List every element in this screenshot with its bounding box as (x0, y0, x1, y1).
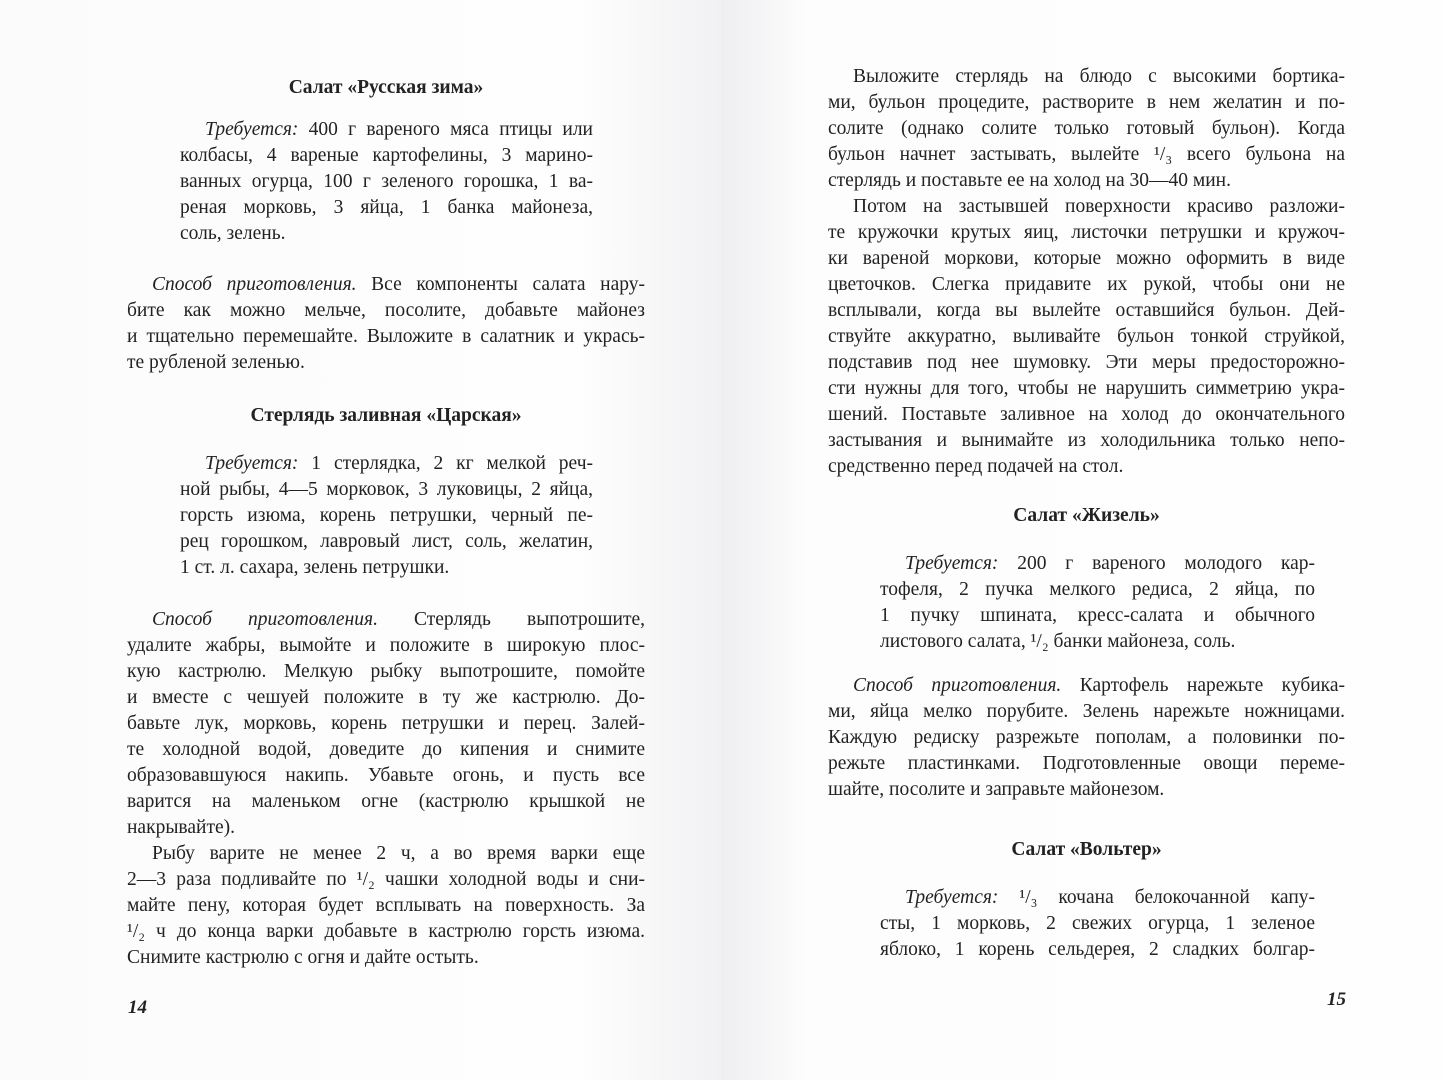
ingredients-line (880, 603, 1315, 629)
paragraph-line (828, 376, 1345, 402)
line-text: листового салата, ¹/₂ банки майонеза, соль. (880, 631, 1236, 652)
ingredients-line (180, 169, 593, 195)
ingredients-label: Требуется: (905, 887, 999, 908)
paragraph-line (828, 428, 1345, 454)
line-text: шений. Поставьте заливное на холод до окончательного (828, 404, 1345, 425)
line-text: и тщательно перемешайте. Выложите в салатник и укрась- (127, 326, 645, 347)
recipe-title: Салат «Жизель» (1013, 505, 1160, 526)
paragraph-line (127, 711, 645, 737)
line-text: застывания и вынимайте из холодильника только непо- (828, 430, 1345, 451)
line-text: Стерлядь выпотрошите, (377, 609, 646, 630)
paragraph-line (127, 763, 645, 789)
paragraph-line (853, 194, 1345, 220)
line-text: Все компоненты салата нару- (356, 274, 646, 295)
paragraph-line (127, 815, 645, 841)
line-text: рец горошком, лавровый лист, соль, желатин, (180, 531, 593, 552)
recipe-title: Стерлядь заливная «Царская» (250, 405, 522, 426)
line-text: стерлядь и поставьте ее на холод на 30—40 мин. (828, 170, 1231, 191)
ingredients-label: Требуется: (905, 553, 999, 574)
method-label: Способ приготовления. (853, 675, 1062, 696)
line-text: 1 ст. л. сахара, зелень петрушки. (180, 557, 450, 578)
line-text: Рыбу варите не менее 2 ч, а во время варки еще (152, 843, 645, 864)
line-text: солите (однако солите только готовый бульон). Когда (828, 118, 1345, 139)
line-text: ной рыбы, 4—5 морковок, 3 луковицы, 2 яйца, (180, 479, 593, 500)
ingredients-line (180, 555, 593, 581)
paragraph-line (828, 272, 1345, 298)
line-text: накрывайте). (127, 817, 236, 838)
paragraph-line (127, 867, 645, 893)
line-text: образовавшуюся накипь. Убавьте огонь, и пусть все (127, 765, 645, 786)
line-text: сты, 1 морковь, 2 свежих огурца, 1 зеленое (880, 913, 1315, 934)
paragraph-line (828, 350, 1345, 376)
paragraph-line (853, 673, 1345, 699)
paragraph-line (828, 90, 1345, 116)
paragraph-line (828, 220, 1345, 246)
paragraph-line (828, 699, 1345, 725)
paragraph-line (828, 751, 1345, 777)
paragraph-line (127, 633, 645, 659)
line-text: цветочков. Слегка придавите их рукой, чтобы они не (828, 274, 1345, 295)
paragraph-line (828, 402, 1345, 428)
line-text: подставив под нее шумовку. Эти меры предосторожно- (828, 352, 1345, 373)
ingredients-label: Требуется: (205, 453, 299, 474)
paragraph-line (828, 298, 1345, 324)
line-text: майте пену, которая будет всплывать на поверхность. За (127, 895, 645, 916)
line-text: колбасы, 4 вареные картофелины, 3 марино- (180, 145, 593, 166)
line-text: Каждую редиску разрежьте пополам, а половинки по- (828, 727, 1345, 748)
line-text: бите как можно мельче, посолите, добавьте майонез (127, 300, 645, 321)
line-text: Потом на застывшей поверхности красиво разложи- (853, 196, 1345, 217)
paragraph-line (127, 893, 645, 919)
ingredients-line (205, 117, 593, 143)
paragraph-line (127, 659, 645, 685)
line-text: 400 г вареного мяса птицы или (298, 119, 593, 140)
ingredients-line (180, 477, 593, 503)
paragraph-line (127, 685, 645, 711)
line-text: 1 стерлядка, 2 кг мелкой реч- (298, 453, 593, 474)
ingredients-line (880, 937, 1315, 963)
ingredients-line (205, 451, 593, 477)
line-text: 2—3 раза подливайте по ¹/₂ чашки холодной воды и сни- (127, 869, 645, 890)
paragraph-line (127, 737, 645, 763)
ingredients-line (905, 551, 1315, 577)
line-text: ми, бульон процедите, растворите в нем желатин и по- (828, 92, 1345, 113)
ingredients-line (905, 885, 1315, 911)
paragraph-line (127, 298, 645, 324)
paragraph-line (127, 789, 645, 815)
line-text: соль, зелень. (180, 223, 286, 244)
paragraph-line (828, 324, 1345, 350)
paragraph-line (828, 142, 1345, 168)
line-text: варится на маленьком огне (кастрюлю крышкой не (127, 791, 645, 812)
line-text: горсть изюма, корень петрушки, черный пе- (180, 505, 593, 526)
paragraph-line (828, 725, 1345, 751)
line-text: яблоко, 1 корень сельдерея, 2 сладких болгар- (880, 939, 1315, 960)
method-label: Способ приготовления. (152, 609, 378, 630)
line-text: ванных огурца, 100 г зеленого горошка, 1 ва- (180, 171, 593, 192)
ingredients-line (880, 629, 1315, 655)
paragraph-line (828, 777, 1345, 803)
line-text: ¹/₂ ч до конца варки добавьте в кастрюлю горсть изюма. (127, 921, 645, 942)
line-text: ми, яйца мелко порубите. Зелень нарежьте ножницами. (828, 701, 1345, 722)
line-text: 200 г вареного молодого кар- (998, 553, 1315, 574)
line-text: ки вареной моркови, которые можно оформить в виде (828, 248, 1345, 269)
line-text: и вместе с чешуей положите в ту же кастрюлю. До- (127, 687, 645, 708)
line-text: 1 пучку шпината, кресс-салата и обычного (880, 605, 1315, 626)
paragraph-line (127, 945, 645, 971)
paragraph-line (152, 607, 645, 633)
line-text: Снимите кастрюлю с огня и дайте остыть. (127, 947, 479, 968)
line-text: удалите жабры, вымойте и положите в широкую плос- (127, 635, 645, 656)
right-page (721, 0, 1442, 1080)
paragraph-line (127, 350, 645, 376)
line-text: ствуйте аккуратно, выливайте бульон тонкой струйкой, (828, 326, 1345, 347)
recipe-title: Салат «Вольтер» (1011, 839, 1162, 860)
page-number: 15 (1327, 989, 1346, 1010)
ingredients-line (880, 577, 1315, 603)
ingredients-line (180, 143, 593, 169)
line-text: те холодной водой, доведите до кипения и снимите (127, 739, 645, 760)
ingredients-line (880, 911, 1315, 937)
paragraph-line (828, 454, 1345, 480)
ingredients-line (180, 221, 593, 247)
method-label: Способ приготовления. (152, 274, 357, 295)
line-text: реная морковь, 3 яйца, 1 банка майонеза, (180, 197, 593, 218)
line-text: бавьте лук, морковь, корень петрушки и перец. Залей- (127, 713, 645, 734)
line-text: Выложите стерлядь на блюдо с высокими бортика- (853, 66, 1345, 87)
line-text: Картофель нарежьте кубика- (1061, 675, 1346, 696)
paragraph-line (152, 272, 645, 298)
page-number: 14 (128, 997, 147, 1018)
paragraph-line (127, 919, 645, 945)
ingredients-line (180, 195, 593, 221)
line-text: режьте пластинками. Подготовленные овощи переме- (828, 753, 1345, 774)
line-text: те рубленой зеленью. (127, 352, 305, 373)
line-text: шайте, посолите и заправьте майонезом. (828, 779, 1165, 800)
recipe-title: Салат «Русская зима» (288, 77, 484, 98)
paragraph-line (127, 324, 645, 350)
paragraph-line (152, 841, 645, 867)
line-text: сти нужны для того, чтобы не нарушить симметрию укра- (828, 378, 1345, 399)
line-text: всплывали, когда вы вылейте оставшийся бульон. Дей- (828, 300, 1345, 321)
paragraph-line (828, 116, 1345, 142)
line-text: те кружочки крутых яиц, листочки петрушки и кружоч- (828, 222, 1345, 243)
line-text: средственно перед подачей на стол. (828, 456, 1124, 477)
ingredients-line (180, 503, 593, 529)
line-text: тофеля, 2 пучка мелкого редиса, 2 яйца, по (880, 579, 1315, 600)
paragraph-line (828, 246, 1345, 272)
ingredients-line (180, 529, 593, 555)
paragraph-line (828, 168, 1345, 194)
line-text: ¹/₃ кочана белокочанной капу- (998, 887, 1315, 908)
line-text: кую кастрюлю. Мелкую рыбку выпотрошите, помойте (127, 661, 645, 682)
line-text: бульон начнет застывать, вылейте ¹/₃ всего бульона на (828, 144, 1345, 165)
ingredients-label: Требуется: (205, 119, 299, 140)
paragraph-line (853, 64, 1345, 90)
